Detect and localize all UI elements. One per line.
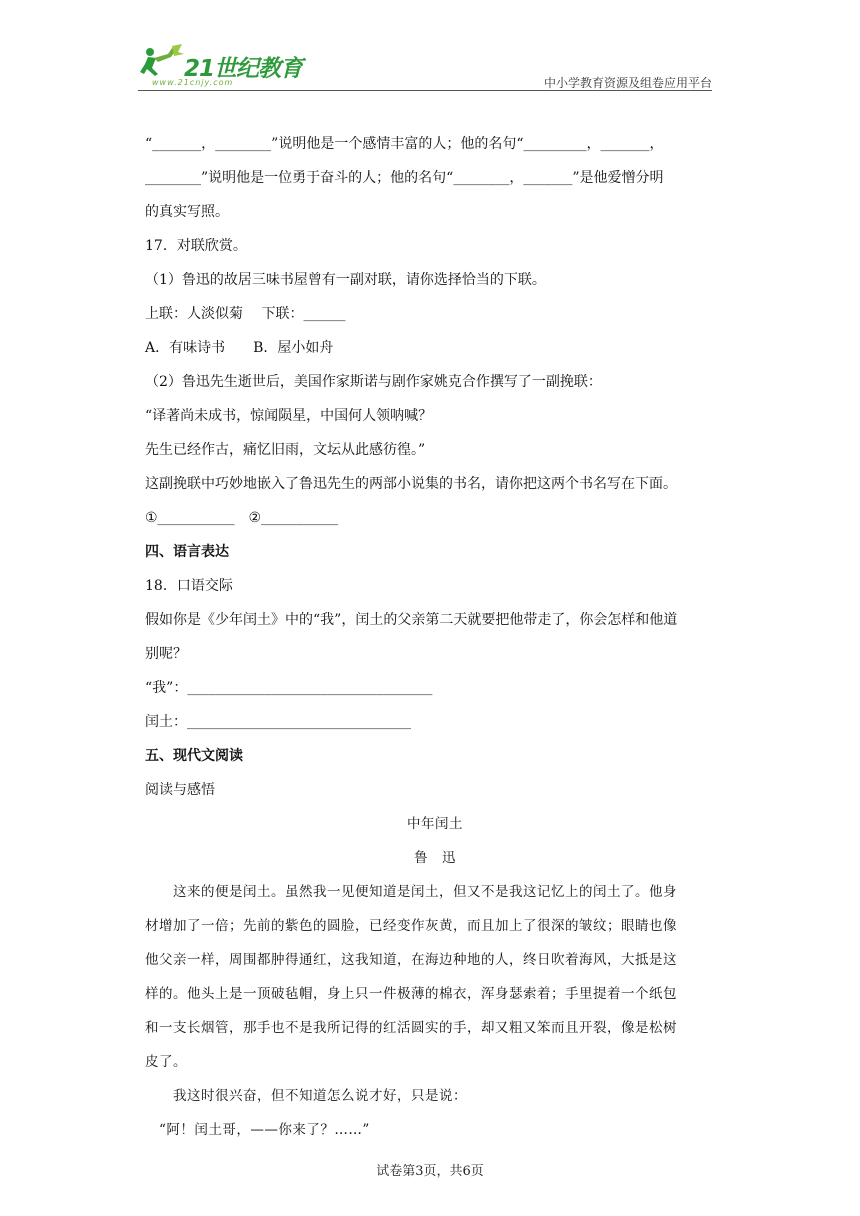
logo-url: www.21cnjy.com [152, 78, 234, 87]
article-paragraph-line: 和一支长烟管，那手也不是我所记得的红活圆实的手，却又粗又笨而且开裂，像是松树 [145, 1020, 677, 1036]
question-18-text: 假如你是《少年闰土》中的“我”，闰土的父亲第二天就要把他带走了，你会怎样和他道 [145, 612, 678, 628]
article-author: 鲁 迅 [414, 850, 456, 866]
text-line: ________”说明他是一位勇于奋斗的人；他的名句“________，_______”是他爱憎分明 [145, 170, 664, 186]
header-divider [138, 90, 712, 91]
reading-label: 阅读与感悟 [145, 782, 215, 798]
answer-me-line: “我”：___________________________________ [145, 680, 433, 696]
platform-name: 中小学教育资源及组卷应用平台 [543, 76, 712, 90]
article-paragraph-line: 我这时很兴奋，但不知道怎么说才好，只是说： [145, 1088, 467, 1104]
question-17-part2: （2）鲁迅先生逝世后，美国作家斯诺与剧作家姚克合作撰写了一副挽联： [145, 374, 602, 390]
answer-runtu-line: 闰土：________________________________ [145, 714, 411, 730]
elegy-quote-line2: 先生已经作古，痛忆旧雨，文坛从此感彷徨。” [145, 442, 426, 458]
section-4-heading: 四、语言表达 [145, 544, 229, 560]
answer-blanks: ①___________ ②___________ [145, 510, 339, 526]
question-18-text: 别呢？ [145, 646, 187, 662]
article-paragraph-line: 材增加了一倍；先前的紫色的圆脸，已经变作灰黄，而且加上了很深的皱纹；眼睛也像 [145, 918, 677, 934]
section-5-heading: 五、现代文阅读 [145, 748, 243, 764]
question-18-title: 18．口语交际 [145, 578, 233, 594]
article-paragraph-line: 样的。他头上是一顶破毡帽，身上只一件极薄的棉衣，浑身瑟索着；手里提着一个纸包 [145, 986, 677, 1002]
logo-text: 21世纪教育 [184, 56, 303, 82]
page-header [138, 44, 712, 92]
page-footer: 试卷第3页，共6页 [376, 1164, 484, 1179]
logo [138, 44, 313, 90]
text-line: “_______，________”说明他是一个感情丰富的人；他的名句“_________，_______， [145, 136, 664, 152]
article-title: 中年闰土 [407, 816, 463, 832]
question-17-ask: 这副挽联中巧妙地嵌入了鲁迅先生的两部小说集的书名，请你把这两个书名写在下面。 [145, 476, 677, 492]
article-paragraph-line: 他父亲一样，周围都肿得通红，这我知道，在海边种地的人，终日吹着海风，大抵是这 [145, 952, 677, 968]
answer-options: A．有味诗书 B．屋小如舟 [145, 340, 334, 356]
question-17-part1: （1）鲁迅的故居三味书屋曾有一副对联，请你选择恰当的下联。 [145, 272, 546, 288]
article-paragraph-line: “阿！闰土哥，——你来了？……” [145, 1122, 370, 1138]
elegy-quote-line1: “译著尚未成书，惊闻陨星，中国何人领呐喊？ [145, 408, 433, 424]
article-paragraph-line: 这来的便是闰土。虽然我一见便知道是闰土，但又不是我这记忆上的闰土了。他身 [145, 884, 677, 900]
text-line: 的真实写照。 [145, 204, 229, 220]
question-17-title: 17．对联欣赏。 [145, 238, 247, 254]
couplet-line: 上联：人淡似菊 下联：______ [145, 306, 346, 322]
article-paragraph-line: 皮了。 [145, 1054, 187, 1070]
